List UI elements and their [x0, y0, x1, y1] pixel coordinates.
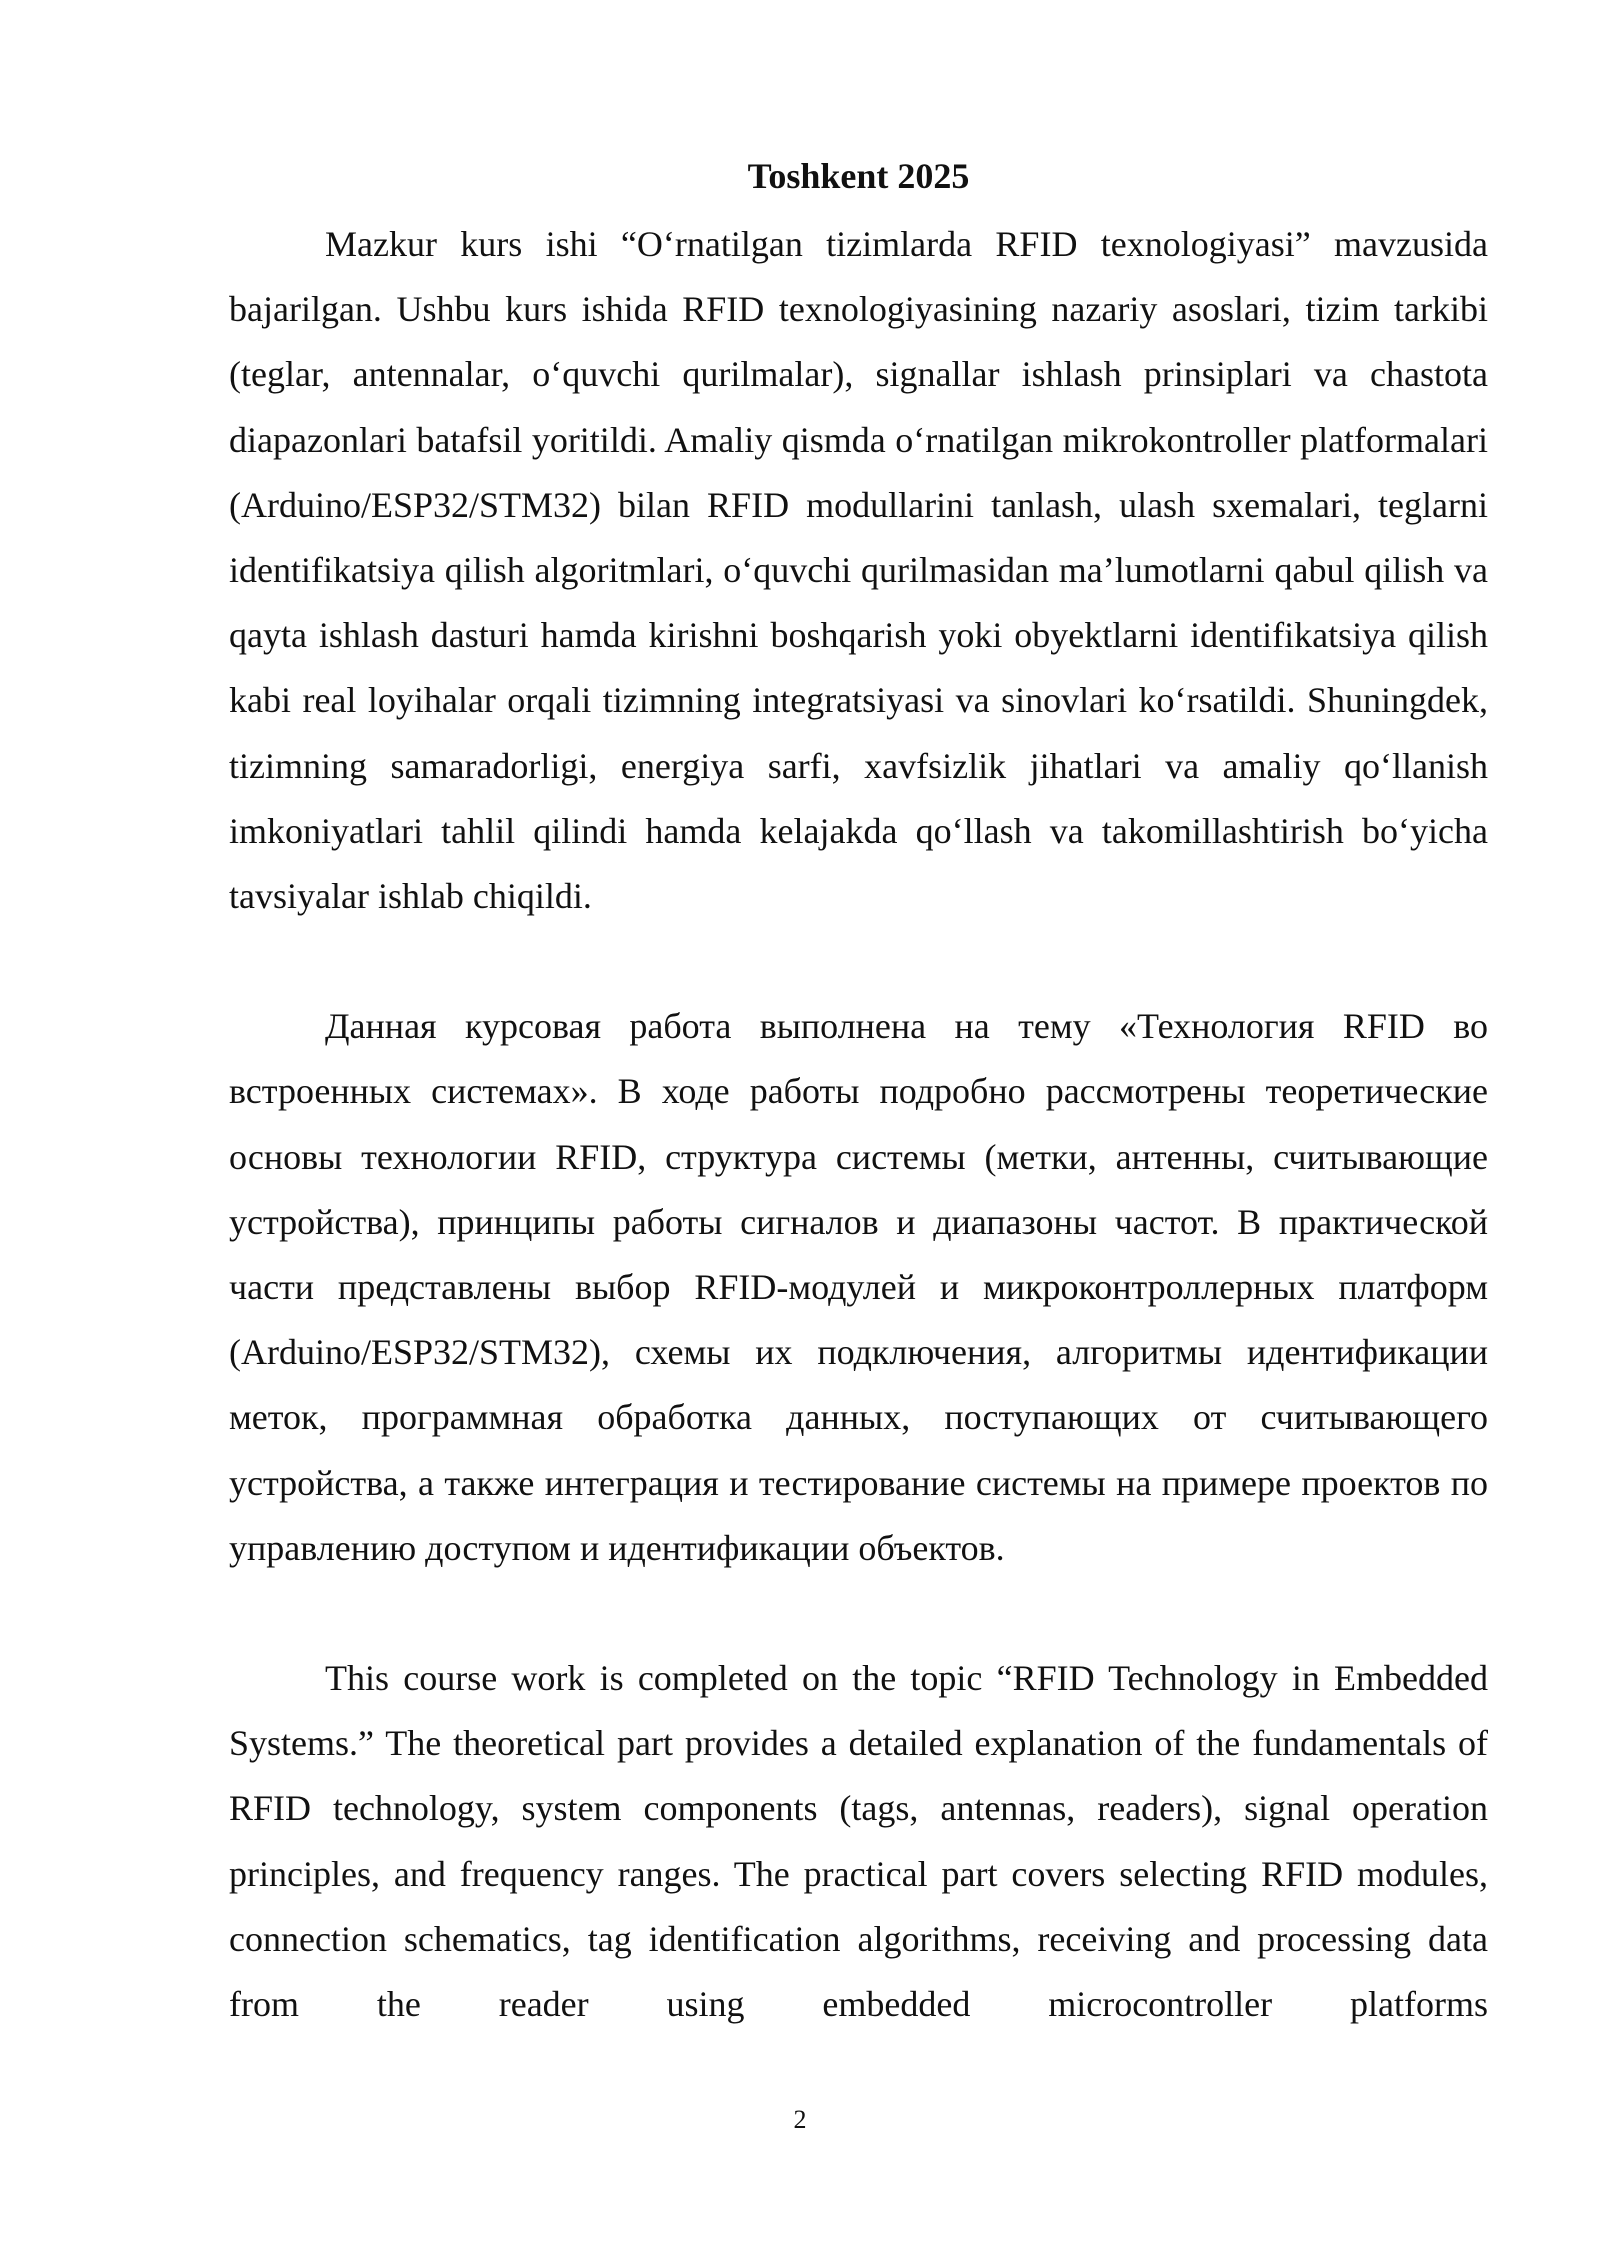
page-number: 2: [793, 2105, 807, 2134]
page-title: Toshkent 2025: [747, 156, 970, 196]
paragraph-russian: Данная курсовая работа выполнена на тему «Технология RFID во встроенных системах». В ходе работы подробно рассмотрены теоретические основы технологии RFID, структура системы (метки, антенны, считывающие устройства), принципы работы сигналов и диапазоны частот. В практической части представлены выбор RFID-модулей и микроконтроллерных платформ (Arduino/ESP32/STM32), схемы их подключения, алгоритмы идентификации меток, программная обработка данных, поступающих от считывающего устройства, а также интеграция и тестирование системы на примере проектов по управлению доступом и идентификации объектов.: [229, 1006, 1488, 1568]
page-content: [229, 150, 1488, 2037]
paragraph-spacer: [229, 929, 1488, 994]
paragraph-spacer: [229, 1581, 1488, 1646]
paragraph-uzbek: Mazkur kurs ishi “O‘rnatilgan tizimlarda RFID texnologiyasi” mavzusida bajarilgan. Ushbu kurs ishida RFID texnologiyasining nazariy asoslari, tizim tarkibi (teglar, antennalar, o‘quvchi qurilmalar), signallar ishlash prinsiplari va chastota diapazonlari batafsil yoritildi. Amaliy qismda o‘rnatilgan mikrokontroller platformalari (Arduino/ESP32/STM32) bilan RFID modullarini tanlash, ulash sxemalari, teglarni identifikatsiya qilish algoritmlari, o‘quvchi qurilmasidan ma’lumotlarni qabul qilish va qayta ishlash dasturi hamda kirishni boshqarish yoki obyektlarni identifikatsiya qilish kabi real loyihalar orqali tizimning integratsiyasi va sinovlari ko‘rsatildi. Shuningdek, tizimning samaradorligi, energiya sarfi, xavfsizlik jihatlari va amaliy qo‘llanish imkoniyatlari tahlil qilindi hamda kelajakda qo‘llash va takomillashtirish bo‘yicha tavsiyalar ishlab chiqildi.: [229, 224, 1488, 917]
paragraph-english: This course work is completed on the topic “RFID Technology in Embedded Systems.” The theoretical part provides a detailed explanation of the fundamentals of RFID technology, system components (tags, antennas, readers), signal operation principles, and frequency ranges. The practical part covers selecting RFID modules, connection schematics, tag identification algorithms, receiving and processing data from the reader using embedded microcontroller platforms: [229, 1658, 1488, 2025]
